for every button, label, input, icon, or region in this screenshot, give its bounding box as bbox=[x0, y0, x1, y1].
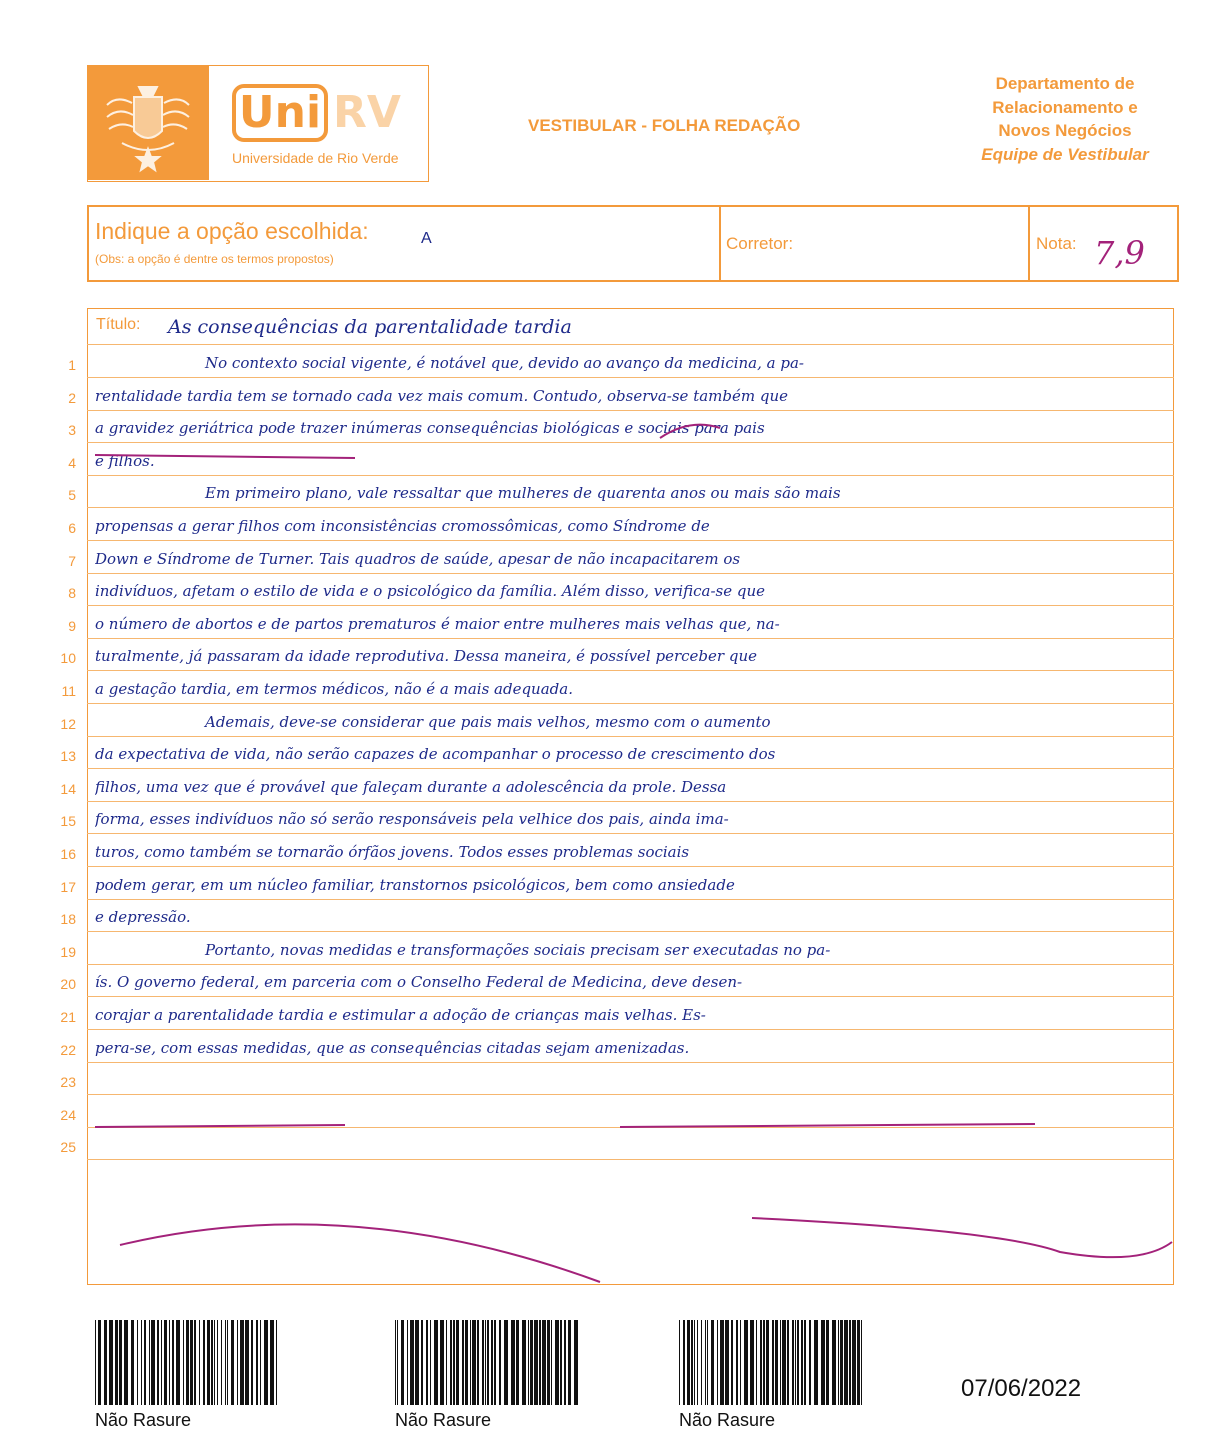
line-number: 24 bbox=[60, 1107, 76, 1123]
barcode-bar bbox=[787, 1320, 789, 1405]
barcode-bar bbox=[470, 1320, 471, 1405]
essay-line[interactable]: corajar a parentalidade tardia e estimular a adoção de crianças mais velhas. Es- bbox=[95, 1006, 706, 1024]
barcode-bar bbox=[849, 1320, 851, 1405]
underline-mark bbox=[620, 1124, 1035, 1127]
barcode-bar bbox=[861, 1320, 862, 1405]
barcode-bar bbox=[240, 1320, 244, 1405]
barcode-bar bbox=[542, 1320, 546, 1405]
barcode-bar bbox=[782, 1320, 786, 1405]
barcode-bar bbox=[857, 1320, 860, 1405]
essay-line[interactable]: No contexto social vigente, é notável que, devido ao avanço da medicina, a pa- bbox=[205, 354, 804, 372]
department-line: Relacionamento e bbox=[992, 97, 1138, 117]
barcode-bar bbox=[574, 1320, 578, 1405]
line-number: 23 bbox=[60, 1074, 76, 1090]
barcode bbox=[95, 1320, 285, 1405]
line-number: 14 bbox=[60, 781, 76, 797]
barcode-bar bbox=[804, 1320, 806, 1405]
barcode-bar bbox=[504, 1320, 508, 1405]
rasure-label: Não Rasure bbox=[679, 1410, 776, 1430]
essay-line[interactable]: turos, como também se tornarão órfãos jovens. Todos esses problemas sociais bbox=[95, 843, 690, 861]
barcode-bar bbox=[814, 1320, 818, 1405]
barcode-bar bbox=[98, 1320, 101, 1405]
option-obs: (Obs: a opção é dentre os termos propostos) bbox=[95, 252, 334, 266]
barcode-bar bbox=[227, 1320, 228, 1405]
barcode-bar bbox=[560, 1320, 562, 1405]
barcode-bar bbox=[725, 1320, 729, 1405]
barcode-bar bbox=[194, 1320, 196, 1405]
barcode-bar bbox=[797, 1320, 799, 1405]
line-number: 12 bbox=[60, 716, 76, 732]
essay-line[interactable]: forma, esses indivíduos não só serão responsáveis pela velhice dos pais, ainda ima- bbox=[95, 810, 729, 828]
line-number: 3 bbox=[68, 422, 76, 438]
barcode-bar bbox=[522, 1320, 526, 1405]
line-number: 18 bbox=[60, 911, 76, 927]
barcode-bar bbox=[190, 1320, 193, 1405]
essay-line[interactable]: ís. O governo federal, em parceria com o Conselho Federal de Medicina, deve desen- bbox=[95, 973, 743, 991]
barcode-bar bbox=[237, 1320, 238, 1405]
barcode-bar bbox=[780, 1320, 781, 1405]
essay-line[interactable]: indivíduos, afetam o estilo de vida e o psicológico da família. Além disso, verifica-se que bbox=[95, 582, 765, 600]
essay-line[interactable]: podem gerar, em um núcleo familiar, transtornos psicológicos, bem como ansiedade bbox=[95, 876, 735, 894]
essay-line[interactable]: Down e Síndrome de Turner. Tais quadros de saúde, apesar de não incapacitarem os bbox=[95, 550, 741, 568]
line-number: 8 bbox=[68, 585, 76, 601]
barcode-bar bbox=[109, 1320, 113, 1405]
barcode-bar bbox=[801, 1320, 803, 1405]
barcode-bar bbox=[736, 1320, 738, 1405]
barcode-bar bbox=[183, 1320, 184, 1405]
barcode-bar bbox=[434, 1320, 438, 1405]
barcode-bar bbox=[772, 1320, 774, 1405]
barcode-bar bbox=[401, 1320, 404, 1405]
essay-title[interactable]: As consequências da parentalidade tardia bbox=[168, 316, 572, 338]
essay-line[interactable]: e depressão. bbox=[95, 908, 191, 926]
barcode-bar bbox=[539, 1320, 541, 1405]
barcode-bar bbox=[199, 1320, 200, 1405]
barcode-bar bbox=[157, 1320, 159, 1405]
barcode-bar bbox=[440, 1320, 444, 1405]
barcode-bar bbox=[763, 1320, 765, 1405]
barcode-bar bbox=[217, 1320, 218, 1405]
barcode-bar bbox=[421, 1320, 423, 1405]
line-number: 10 bbox=[60, 650, 76, 666]
barcode-bar bbox=[119, 1320, 122, 1405]
barcode-bar bbox=[231, 1320, 234, 1405]
barcode-bar bbox=[251, 1320, 253, 1405]
essay-line[interactable]: turalmente, já passaram da idade reprodutiva. Dessa maneira, é possível perceber que bbox=[95, 647, 757, 665]
barcode-bar bbox=[844, 1320, 848, 1405]
line-number: 2 bbox=[68, 390, 76, 406]
barcode-bar bbox=[717, 1320, 718, 1405]
barcode-bar bbox=[211, 1320, 213, 1405]
line-number: 20 bbox=[60, 976, 76, 992]
barcode-bar bbox=[487, 1320, 489, 1405]
barcode-bar bbox=[472, 1320, 476, 1405]
underline-mark bbox=[95, 1125, 345, 1127]
barcode-bar bbox=[494, 1320, 496, 1405]
barcode-bar bbox=[245, 1320, 249, 1405]
barcode-bar bbox=[511, 1320, 515, 1405]
barcode-bar bbox=[446, 1320, 447, 1405]
barcode-bar bbox=[214, 1320, 215, 1405]
barcode-bar bbox=[750, 1320, 754, 1405]
barcode-bar bbox=[395, 1320, 396, 1405]
barcode-bar bbox=[203, 1320, 205, 1405]
barcode-bar bbox=[852, 1320, 856, 1405]
barcode-bar bbox=[430, 1320, 431, 1405]
line-number: 4 bbox=[68, 455, 76, 471]
barcode-bar bbox=[456, 1320, 459, 1405]
line-number: 6 bbox=[68, 520, 76, 536]
barcode-bar bbox=[766, 1320, 769, 1405]
barcode-bar bbox=[151, 1320, 155, 1405]
barcode-bar bbox=[826, 1320, 829, 1405]
barcode-bar bbox=[731, 1320, 733, 1405]
barcode-bar bbox=[516, 1320, 519, 1405]
barcode-bar bbox=[760, 1320, 762, 1405]
barcode-bar bbox=[462, 1320, 464, 1405]
essay-line[interactable]: Portanto, novas medidas e transformações sociais precisam ser executadas no pa- bbox=[205, 941, 831, 959]
barcode-bar bbox=[679, 1320, 680, 1405]
barcode bbox=[395, 1320, 585, 1405]
line-number: 13 bbox=[60, 748, 76, 764]
barcode-bar bbox=[426, 1320, 428, 1405]
line-number: 16 bbox=[60, 846, 76, 862]
barcode-bar bbox=[95, 1320, 96, 1405]
barcode-bar bbox=[104, 1320, 107, 1405]
barcode-bar bbox=[740, 1320, 741, 1405]
page-title: VESTIBULAR - FOLHA REDAÇÃO bbox=[528, 116, 801, 135]
barcode-bar bbox=[397, 1320, 398, 1405]
essay-line[interactable]: Em primeiro plano, vale ressaltar que mulheres de quarenta anos ou mais são mais bbox=[205, 484, 841, 502]
barcode-bar bbox=[528, 1320, 529, 1405]
essay-line[interactable]: rentalidade tardia tem se tornado cada vez mais comum. Contudo, observa-se também que bbox=[95, 387, 789, 405]
barcode-bar bbox=[276, 1320, 277, 1405]
barcode-bar bbox=[720, 1320, 724, 1405]
barcode-bar bbox=[691, 1320, 693, 1405]
line-number: 11 bbox=[61, 683, 76, 699]
barcode-bar bbox=[821, 1320, 825, 1405]
line-number: 15 bbox=[60, 813, 76, 829]
line-number: 7 bbox=[68, 553, 76, 569]
essay-line[interactable]: Ademais, deve-se considerar que pais mais velhos, mesmo com o aumento bbox=[205, 713, 771, 731]
barcode-bar bbox=[453, 1320, 455, 1405]
barcode-bar bbox=[141, 1320, 142, 1405]
barcode-bar bbox=[756, 1320, 757, 1405]
line-number: 17 bbox=[60, 879, 76, 895]
corretor-field[interactable]: Corretor: bbox=[726, 234, 794, 253]
barcode-bar bbox=[415, 1320, 419, 1405]
essay-line[interactable]: e filhos. bbox=[95, 452, 155, 470]
barcode-bar bbox=[144, 1320, 146, 1405]
line-number: 1 bbox=[68, 357, 76, 373]
essay-line[interactable]: propensas a gerar filhos com inconsistências cromossômicas, como Síndrome de bbox=[95, 517, 710, 535]
option-value[interactable]: A bbox=[421, 230, 432, 247]
barcode-bar bbox=[207, 1320, 210, 1405]
essay-line[interactable]: pera-se, com essas medidas, que as consequências citadas sejam amenizadas. bbox=[95, 1039, 690, 1057]
nota-label: Nota: bbox=[1036, 234, 1077, 253]
line-number: 19 bbox=[60, 944, 76, 960]
barcode-bar bbox=[840, 1320, 843, 1405]
barcode-bar bbox=[711, 1320, 714, 1405]
barcode-bar bbox=[115, 1320, 118, 1405]
barcode-bar bbox=[707, 1320, 708, 1405]
barcode-bar bbox=[477, 1320, 479, 1405]
barcode-bar bbox=[564, 1320, 566, 1405]
barcode-bar bbox=[551, 1320, 552, 1405]
barcode-bar bbox=[270, 1320, 274, 1405]
barcode-bar bbox=[410, 1320, 414, 1405]
barcode-bar bbox=[482, 1320, 484, 1405]
underline-mark bbox=[95, 455, 355, 458]
underline-mark bbox=[660, 425, 720, 438]
barcode bbox=[679, 1320, 869, 1405]
barcode-bar bbox=[260, 1320, 261, 1405]
titulo-label: Título: bbox=[96, 316, 141, 333]
barcode-bar bbox=[491, 1320, 493, 1405]
barcode-bar bbox=[694, 1320, 695, 1405]
barcode-bar bbox=[744, 1320, 748, 1405]
nota-value[interactable]: 7,9 bbox=[1094, 234, 1145, 272]
barcode-bar bbox=[701, 1320, 702, 1405]
university-name: Universidade de Rio Verde bbox=[232, 150, 399, 166]
essay-line[interactable]: a gestação tardia, em termos médicos, não é a mais adequada. bbox=[95, 680, 573, 698]
barcode-bar bbox=[683, 1320, 685, 1405]
essay-line[interactable]: filhos, uma vez que é provável que faleçam durante a adolescência da prole. Dessa bbox=[95, 778, 727, 796]
date: 07/06/2022 bbox=[961, 1375, 1082, 1402]
barcode-bar bbox=[838, 1320, 839, 1405]
barcode-bar bbox=[169, 1320, 170, 1405]
barcode-bar bbox=[809, 1320, 811, 1405]
barcode-bar bbox=[186, 1320, 189, 1405]
barcode-bar bbox=[705, 1320, 706, 1405]
barcode-bar bbox=[256, 1320, 258, 1405]
barcode-bar bbox=[775, 1320, 778, 1405]
barcode-bar bbox=[499, 1320, 501, 1405]
strike-squiggle-left bbox=[120, 1224, 600, 1282]
logo-uni: Uni bbox=[232, 84, 328, 142]
barcode-bar bbox=[264, 1320, 268, 1405]
department-line: Departamento de bbox=[995, 74, 1135, 93]
barcode-bar bbox=[687, 1320, 690, 1405]
essay-line[interactable]: a gravidez geriátrica pode trazer inúmeras consequências biológicas e sociais para pais bbox=[95, 419, 765, 437]
barcode-bar bbox=[176, 1320, 180, 1405]
line-number: 21 bbox=[60, 1009, 76, 1025]
barcode-bar bbox=[225, 1320, 226, 1405]
logo-rv: RV bbox=[333, 87, 401, 138]
barcode-bar bbox=[530, 1320, 533, 1405]
barcode-bar bbox=[485, 1320, 486, 1405]
barcode-bar bbox=[131, 1320, 134, 1405]
barcode-bar bbox=[407, 1320, 408, 1405]
barcode-bar bbox=[221, 1320, 222, 1405]
barcode-bar bbox=[568, 1320, 571, 1405]
rasure-label: Não Rasure bbox=[95, 1410, 192, 1430]
essay-line[interactable]: da expectativa de vida, não serão capazes de acompanhar o processo de crescimento dos bbox=[95, 745, 776, 763]
barcode-bar bbox=[555, 1320, 559, 1405]
barcode-bar bbox=[124, 1320, 128, 1405]
line-number: 5 bbox=[68, 487, 76, 503]
barcode-bar bbox=[149, 1320, 150, 1405]
essay-line[interactable]: o número de abortos e de partos prematuros é maior entre mulheres mais velhas que, na- bbox=[95, 615, 780, 633]
barcode-bar bbox=[697, 1320, 698, 1405]
barcode-bar bbox=[792, 1320, 794, 1405]
line-number: 9 bbox=[68, 618, 76, 634]
rasure-label: Não Rasure bbox=[395, 1410, 492, 1430]
barcode-bar bbox=[534, 1320, 538, 1405]
barcode-bar bbox=[832, 1320, 836, 1405]
barcode-bar bbox=[795, 1320, 796, 1405]
strike-squiggle-right bbox=[752, 1218, 1172, 1257]
barcode-bar bbox=[161, 1320, 162, 1405]
option-label: Indique a opção escolhida: bbox=[95, 218, 369, 244]
barcode-bar bbox=[547, 1320, 550, 1405]
line-number: 25 bbox=[60, 1139, 76, 1155]
barcode-bar bbox=[450, 1320, 452, 1405]
barcode-bar bbox=[465, 1320, 468, 1405]
barcode-bar bbox=[172, 1320, 174, 1405]
department-team: Equipe de Vestibular bbox=[981, 144, 1149, 164]
department-line: Novos Negócios bbox=[998, 121, 1132, 140]
barcode-bar bbox=[137, 1320, 138, 1405]
barcode-bar bbox=[164, 1320, 167, 1405]
line-number: 22 bbox=[60, 1042, 76, 1058]
